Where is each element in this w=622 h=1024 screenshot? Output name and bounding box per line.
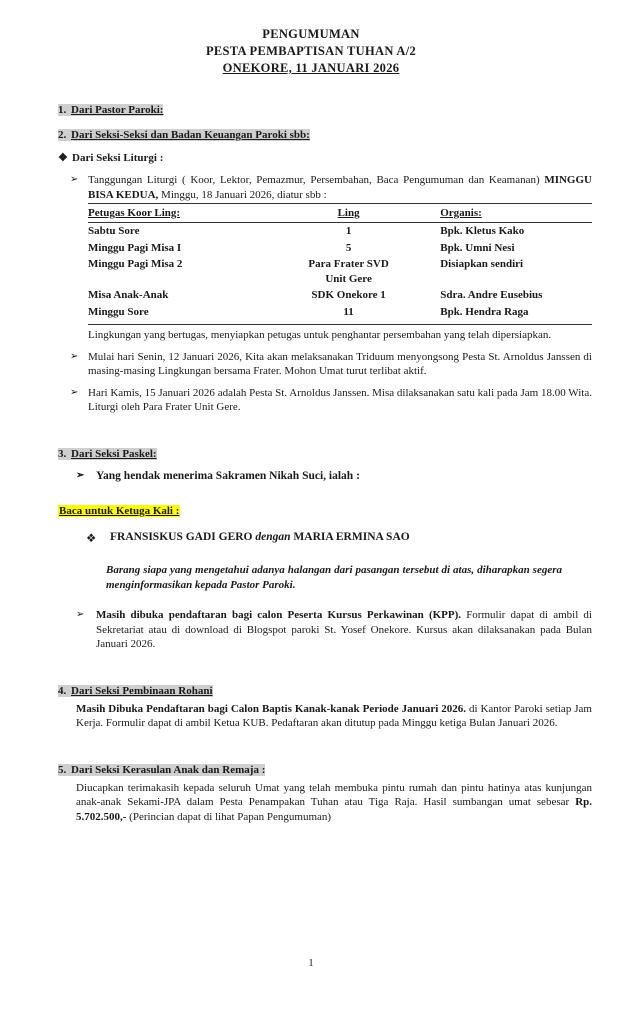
triduum-item (58, 350, 592, 379)
couple-announcement (58, 531, 592, 543)
section-4-title: Dari Seksi Pembinaan Rohani (71, 684, 213, 697)
tanggungan-post-text: Minggu, 18 Januari 2026, diatur sbb : (158, 188, 327, 201)
triduum-text: Mulai hari Senin, 12 Januari 2026, Kita akan melaksanakan Triduum menyongsong Pesta St. Arnoldus Janssen di masing-masing Lingkungan bersama Frater. Mohon Umat turut terlibat aktif. (88, 350, 592, 377)
section-5-title: Dari Seksi Kerasulan Anak dan Remaja : (71, 763, 266, 776)
cell-organis: Sdra. Andre Eusebius (440, 289, 543, 301)
cell-petugas: Minggu Sore (88, 305, 149, 318)
table-bottom-rule (88, 324, 592, 325)
kpp-rest-text: Formulir dapat di ambil di Sekretariat atau di download di Blogspot paroki St. Yosef Onekore. Kursus akan dilaksanakan pada Bulan Januari 2026. (96, 609, 592, 650)
kamis-item (58, 386, 592, 415)
document-body (0, 77, 622, 824)
table-row (88, 256, 592, 287)
nikah-text: Yang hendak menerima Sakramen Nikah Suci, ialah : (96, 469, 360, 482)
spacer (58, 731, 592, 753)
cell-ling: 5 (345, 241, 352, 254)
table-row (88, 223, 592, 240)
koor-col-petugas: Petugas Koor Ling: (88, 204, 265, 223)
section-heading-2 (58, 128, 592, 143)
koor-table-header-row (88, 204, 592, 223)
marriage-objection-notice: Barang siapa yang mengetahui adanya halangan dari pasangan tersebut di atas, diharapkan segera menginformasikan kepada Pastor Paroki. (106, 564, 562, 591)
arrow-bullet-icon: ➢ (70, 174, 79, 185)
cell-organis: Bpk. Kletus Kako (440, 225, 525, 237)
table-note: Lingkungan yang bertugas, menyiapkan petugas untuk penghantar persembahan yang telah dipersiapkan. (88, 329, 552, 341)
section-4-rest-text: di Kantor Paroki setiap Jam Kerja. Formulir dapat di ambil Ketua KUB. Pedaftaran akan ditutup pada Minggu ketiga Bulan Januari 2026. (76, 702, 592, 729)
cell-organis: Bpk. Hendra Raga (440, 305, 529, 318)
section-heading-4 (58, 684, 592, 699)
section-4-bold-text: Masih Dibuka Pendaftaran bagi Calon Baptis Kanak-kanak Periode Januari 2026. (76, 702, 466, 715)
section-3-title: Dari Seksi Paskel: (71, 447, 157, 460)
couple-conjunction: dengan (255, 531, 291, 543)
section-5-pre-text: Diucapkan terimakasih kepada seluruh Umat yang telah membuka pintu rumah dan pintu hatinya atas kunjungan anak-anak Sekami-JPA dalam Pesta Penampakan Tuhan atau Tiga Raja. Hasil sumbangan umat sebesar (76, 781, 592, 808)
spacer (58, 652, 592, 674)
cell-organis: Bpk. Umni Nesi (440, 241, 515, 254)
tanggungan-pre-text: Tanggungan Liturgi ( Koor, Lektor, Pemazmur, Persembahan, Baca Pengumuman dan Keamanan) (88, 174, 545, 186)
table-row (88, 240, 592, 257)
title-line-1: PENGUMUMAN (262, 27, 360, 41)
cell-ling-line1: Para Frater SVD (308, 258, 389, 270)
koor-table-body (88, 223, 592, 321)
cell-organis: Disiapkan sendiri (440, 258, 524, 270)
section-3-number: 3. (58, 447, 67, 460)
koor-col-ling: Ling (265, 204, 432, 223)
arrow-bullet-icon: ➢ (70, 386, 79, 398)
diamond-bullet-icon: ❖ (86, 533, 97, 545)
cell-petugas: Minggu Pagi Misa I (88, 241, 182, 254)
cell-ling-line2: Unit Gere (325, 272, 372, 285)
koor-col-organis: Organis: (432, 204, 592, 223)
liturgi-subheading (58, 151, 592, 166)
baca-marker-row (58, 505, 592, 517)
section-1-title: Dari Pastor Paroki: (71, 104, 164, 116)
section-5-post-text: (Perincian dapat di lihat Papan Pengumuman) (126, 810, 332, 823)
section-5-amount: Rp. 5.702.500,- (76, 796, 592, 823)
arrow-bullet-icon: ➢ (70, 350, 79, 362)
couple-groom: FRANSISKUS GADI GERO (110, 531, 256, 543)
liturgi-subheading-label: Dari Seksi Liturgi : (72, 152, 164, 164)
section-heading-1 (58, 103, 592, 118)
kpp-bold-text: Masih dibuka pendaftaran bagi calon Peserta Kursus Perkawinan (KPP). (96, 609, 462, 621)
cell-petugas: Sabtu Sore (88, 225, 140, 237)
arrow-bullet-icon: ➢ (76, 609, 85, 620)
spacer (58, 593, 592, 601)
page-number: 1 (308, 958, 314, 969)
kpp-item (58, 608, 592, 652)
koor-schedule-table (88, 203, 592, 320)
cell-ling: 1 (345, 225, 352, 237)
diamond-bullet-icon: ❖ (58, 152, 68, 164)
kamis-text: Hari Kamis, 15 Januari 2026 adalah Pesta St. Arnoldus Janssen. Misa dilaksanakan satu kali pada Jam 18.00 Wita. Liturgi oleh Para Frater Unit Gere. (88, 386, 592, 413)
nikah-item (58, 469, 592, 484)
document-title-block (0, 0, 622, 77)
section-heading-5 (58, 763, 592, 778)
cell-ling: 11 (343, 305, 354, 318)
section-2-title: Dari Seksi-Seksi dan Badan Keuangan Paroki sbb: (71, 129, 310, 141)
section-4-body (58, 702, 592, 731)
title-line-3: ONEKORE, 11 JANUARI 2026 (222, 61, 400, 75)
arrow-bullet-icon: ➢ (76, 469, 85, 481)
table-row (88, 287, 592, 304)
title-line-2: PESTA PEMBAPTISAN TUHAN A/2 (205, 44, 417, 58)
cell-ling (265, 256, 432, 287)
cell-ling: SDK Onekore 1 (311, 289, 386, 301)
section-1-number: 1. (58, 104, 67, 116)
koor-table-container (58, 203, 592, 320)
cell-petugas: Minggu Pagi Misa 2 (88, 258, 183, 270)
section-5-body (58, 781, 592, 825)
section-4-number: 4. (58, 684, 67, 697)
cell-petugas: Misa Anak-Anak (88, 289, 169, 301)
koor-table-head (88, 204, 592, 223)
section-2-number: 2. (58, 129, 67, 141)
table-row (88, 304, 592, 321)
spacer (58, 415, 592, 437)
section-heading-3 (58, 447, 592, 462)
baca-marker-label: Baca untuk Ketuga Kali : (59, 505, 180, 517)
tanggungan-bold-text: MINGGU BISA KEDUA, (88, 174, 592, 201)
couple-bride: MARIA ERMINA SAO (290, 531, 410, 543)
tanggungan-liturgi-item (58, 173, 592, 202)
section-5-number: 5. (58, 763, 67, 776)
